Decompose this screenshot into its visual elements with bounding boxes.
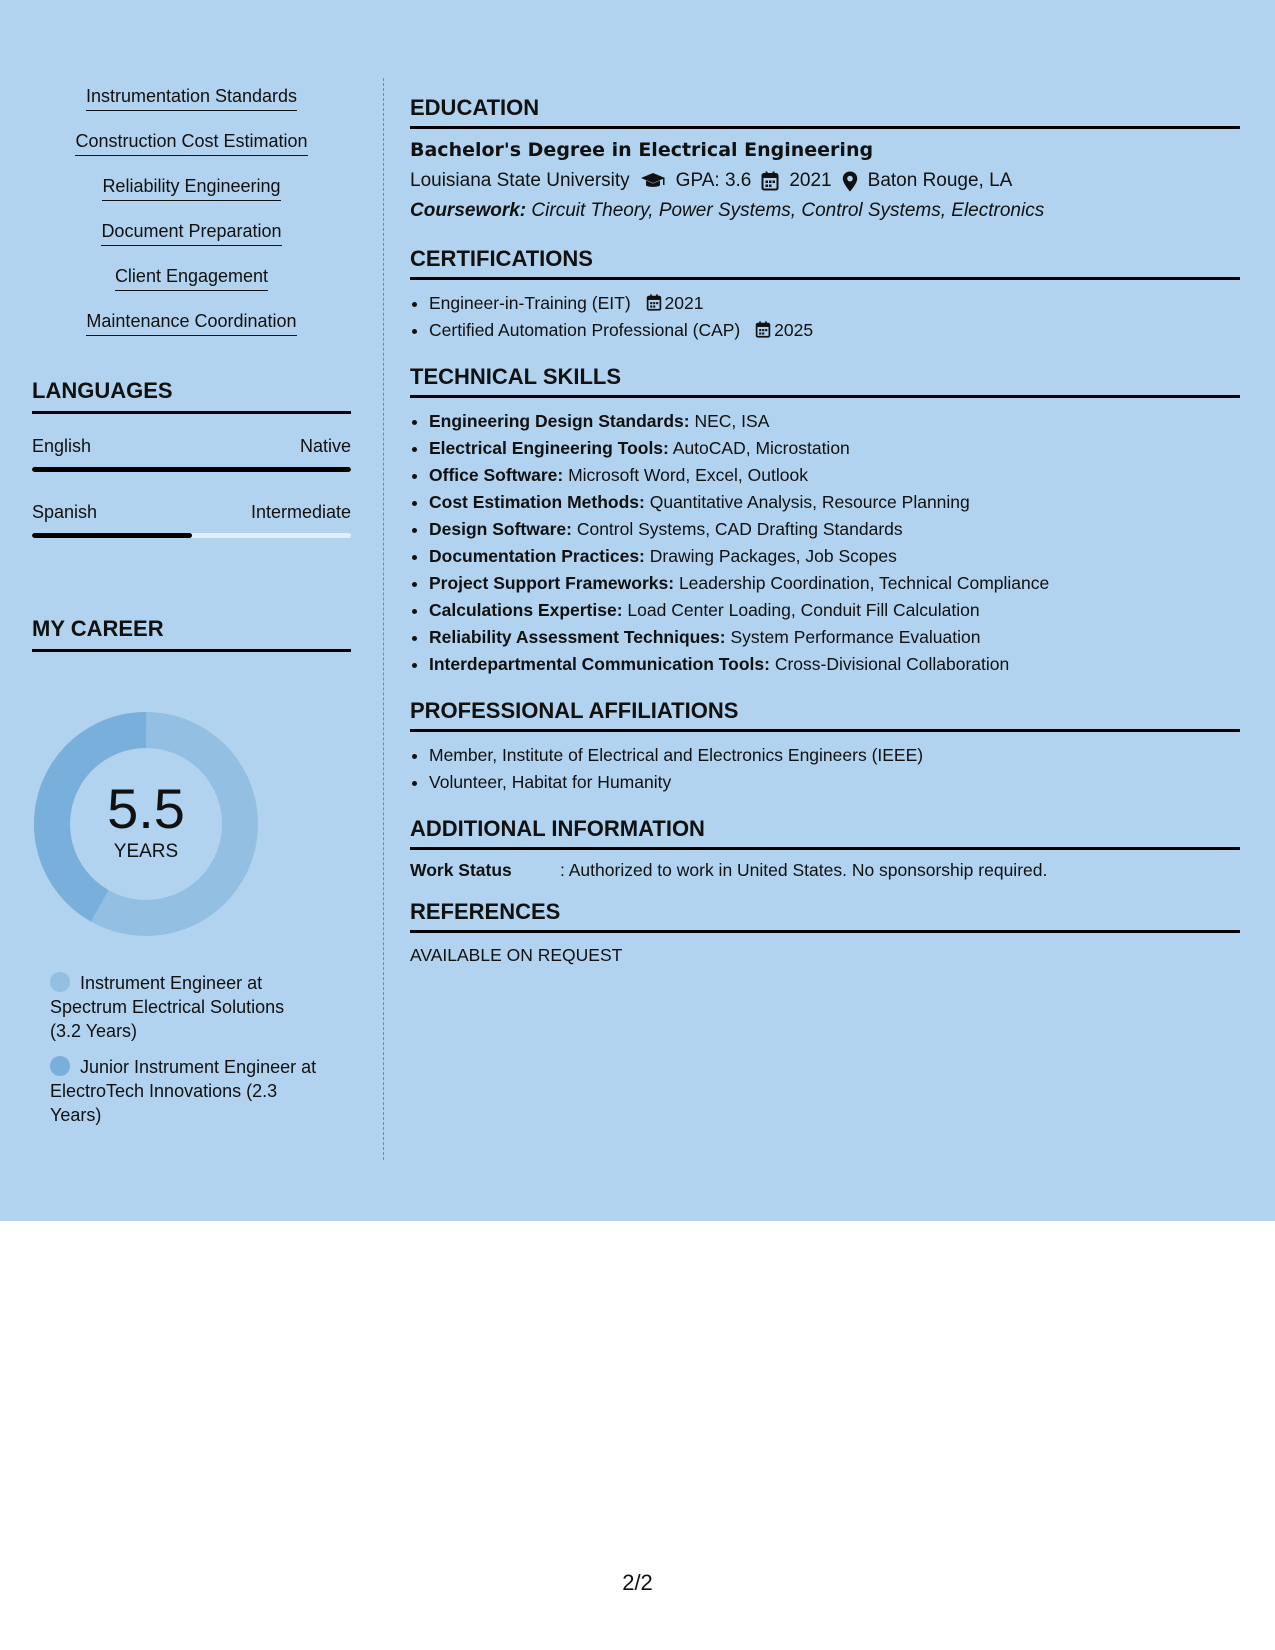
certification-year: 2025 xyxy=(774,320,814,340)
career-legend-item xyxy=(50,1055,320,1127)
languages-heading: LANGUAGES xyxy=(32,378,351,414)
skill-label: Project Support Frameworks: xyxy=(429,573,675,593)
calendar-icon xyxy=(755,321,771,338)
skill-value: System Performance Evaluation xyxy=(730,627,981,647)
career-section xyxy=(32,616,351,652)
list-item xyxy=(429,408,1240,435)
skill-label: Engineering Design Standards: xyxy=(429,411,690,431)
skill-label: Office Software: xyxy=(429,465,564,485)
affiliations-list xyxy=(410,742,1240,796)
legend-dot xyxy=(50,972,70,992)
references-text: AVAILABLE ON REQUEST xyxy=(410,945,623,965)
certification-year: 2021 xyxy=(664,293,704,313)
coursework-label: Coursework: xyxy=(410,200,527,221)
language-name: English xyxy=(32,436,92,456)
list-item xyxy=(429,489,1240,516)
language-item xyxy=(32,436,351,472)
degree-title: Bachelor's Degree in Electrical Engineering xyxy=(410,139,874,161)
skill-tag: Document Preparation xyxy=(32,221,351,246)
skill-value: Quantitative Analysis, Resource Planning xyxy=(649,492,970,512)
work-status-label: Work Status xyxy=(410,860,512,880)
skill-value: Cross-Divisional Collaboration xyxy=(774,654,1010,674)
career-total-unit: YEARS xyxy=(113,841,179,862)
technical-skills-heading: TECHNICAL SKILLS xyxy=(410,364,1240,398)
technical-skills-list xyxy=(410,408,1240,678)
additional-info-section xyxy=(410,816,1240,881)
language-bar xyxy=(32,467,351,472)
certification-name: Engineer-in-Training (EIT) xyxy=(429,293,631,313)
skill-tag: Client Engagement xyxy=(32,266,351,291)
language-level: Intermediate xyxy=(250,502,351,522)
skill-label: Documentation Practices: xyxy=(429,546,645,566)
list-item: • Member, Institute of Electrical and Electronics Engineers (IEEE) xyxy=(429,742,1240,769)
work-status-row xyxy=(410,860,1240,881)
gpa: GPA: 3.6 xyxy=(675,170,752,191)
right-column xyxy=(410,95,1240,966)
list-item xyxy=(429,462,1240,489)
skill-value: Microsoft Word, Excel, Outlook xyxy=(568,465,808,485)
skill-value: Leadership Coordination, Technical Compliance xyxy=(678,573,1050,593)
additional-info-heading: ADDITIONAL INFORMATION xyxy=(410,816,1240,850)
list-item xyxy=(429,516,1240,543)
career-role: Junior Instrument Engineer at ElectroTech Innovations (2.3 Years) xyxy=(50,1057,317,1125)
list-item xyxy=(429,543,1240,570)
skill-label: Interdepartmental Communication Tools: xyxy=(429,654,770,674)
skill-value: Drawing Packages, Job Scopes xyxy=(649,546,897,566)
references-section xyxy=(410,899,1240,966)
skill-tag: Reliability Engineering xyxy=(32,176,351,201)
career-legend-item xyxy=(50,971,320,1043)
skill-value: Load Center Loading, Conduit Fill Calculation xyxy=(627,600,980,620)
education-details xyxy=(410,170,1240,192)
list-item xyxy=(429,570,1240,597)
skill-tags xyxy=(32,86,351,336)
technical-skills-section xyxy=(410,364,1240,678)
education-heading: EDUCATION xyxy=(410,95,1240,129)
skill-label: Calculations Expertise: xyxy=(429,600,623,620)
certification-name: Certified Automation Professional (CAP) xyxy=(429,320,741,340)
graduation-cap-icon xyxy=(640,172,666,190)
certifications-list xyxy=(410,290,1240,344)
coursework xyxy=(410,200,1240,222)
skill-value: Control Systems, CAD Drafting Standards xyxy=(576,519,903,539)
career-total-years: 5.5 xyxy=(107,777,185,840)
page-number: 2/2 xyxy=(622,1570,653,1595)
affiliations-heading: PROFESSIONAL AFFILIATIONS xyxy=(410,698,1240,732)
certifications-heading: CERTIFICATIONS xyxy=(410,246,1240,280)
legend-dot xyxy=(50,1056,70,1076)
education-section xyxy=(410,95,1240,222)
list-item xyxy=(429,290,1240,317)
skill-value: AutoCAD, Microstation xyxy=(672,438,850,458)
language-name: Spanish xyxy=(32,502,98,522)
career-legend xyxy=(50,971,320,1139)
language-item xyxy=(32,502,351,538)
references-heading: REFERENCES xyxy=(410,899,1240,933)
language-bar-fill xyxy=(32,533,192,538)
list-item xyxy=(429,435,1240,462)
school-name: Louisiana State University xyxy=(410,170,630,191)
left-column xyxy=(32,86,351,652)
list-item xyxy=(429,317,1240,344)
skill-label: Cost Estimation Methods: xyxy=(429,492,645,512)
list-item: • Volunteer, Habitat for Humanity xyxy=(429,769,1240,796)
skill-label: Electrical Engineering Tools: xyxy=(429,438,669,458)
list-item xyxy=(429,597,1240,624)
list-item xyxy=(429,624,1240,651)
skill-label: Design Software: xyxy=(429,519,572,539)
language-bar xyxy=(32,533,351,538)
coursework-list: Circuit Theory, Power Systems, Control Systems, Electronics xyxy=(531,200,1045,221)
affiliations-section xyxy=(410,698,1240,796)
languages-section xyxy=(32,378,351,538)
column-divider xyxy=(383,78,384,1160)
language-level: Native xyxy=(299,436,351,456)
calendar-icon xyxy=(761,171,779,191)
career-role: Instrument Engineer at Spectrum Electrical Solutions (3.2 Years) xyxy=(50,973,285,1041)
career-donut-chart xyxy=(32,710,260,938)
certifications-section xyxy=(410,246,1240,344)
career-heading: MY CAREER xyxy=(32,616,351,652)
work-status-value: : Authorized to work in United States. No sponsorship required. xyxy=(560,860,1048,880)
language-bar-fill xyxy=(32,467,351,472)
skill-tag: Maintenance Coordination xyxy=(32,311,351,336)
skill-label: Reliability Assessment Techniques: xyxy=(429,627,726,647)
skill-tag: Construction Cost Estimation xyxy=(32,131,351,156)
school-location: Baton Rouge, LA xyxy=(867,170,1013,191)
location-pin-icon xyxy=(842,171,858,192)
list-item xyxy=(429,651,1240,678)
skill-tag: Instrumentation Standards xyxy=(32,86,351,111)
skill-value: NEC, ISA xyxy=(694,411,770,431)
calendar-icon xyxy=(646,294,662,311)
graduation-year: 2021 xyxy=(789,170,832,191)
